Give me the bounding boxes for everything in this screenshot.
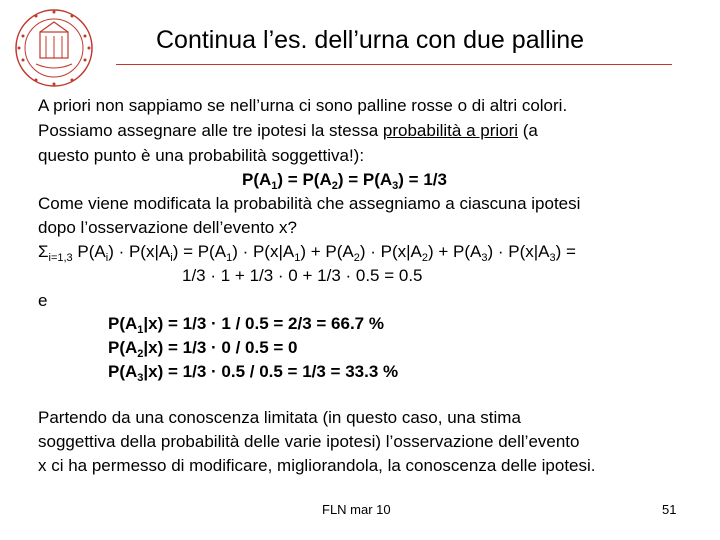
posterior-a1 — [108, 314, 384, 334]
text-line-6: dopo l’osservazione dell’evento x? — [38, 218, 297, 237]
text-line-2-end: (a — [518, 121, 538, 140]
sum-eq-sub: 2 — [421, 252, 428, 264]
total-probability-equation — [38, 242, 576, 262]
posterior-a3 — [108, 362, 398, 382]
posterior-part: P(A — [108, 338, 138, 357]
conclusion-line-1: Partendo da una conoscenza limitata (in questo caso, una stima — [38, 408, 521, 427]
sum-eq-sub: 1 — [294, 252, 301, 264]
slide-title: Continua l’es. dell’urna con due palline — [156, 26, 585, 54]
sum-eq-sub: i=1,3 — [48, 252, 73, 264]
total-probability-result: 1/3 · 1 + 1/3 · 0 + 1/3 · 0.5 = 0.5 — [182, 266, 423, 285]
prior-eq-part: ) = P(A — [337, 170, 393, 189]
text-line-2-start: Possiamo assegnare alle tre ipotesi la stessa — [38, 121, 383, 140]
text-line-3: questo punto è una probabilità soggettiva!): — [38, 146, 365, 165]
title-divider — [116, 64, 672, 65]
emphasized-term: probabilità a priori — [382, 121, 519, 140]
sum-eq-part: ) · P(x|A — [487, 242, 550, 261]
sum-eq-sub: 2 — [353, 252, 360, 264]
footer-label: FLN mar 10 — [322, 502, 391, 517]
sum-eq-part: ) · P(x|A — [359, 242, 422, 261]
text-line-1: A priori non sappiamo se nell’urna ci sono palline rosse o di altri colori. — [38, 96, 568, 115]
prior-eq-sub: 2 — [331, 180, 338, 192]
sum-eq-part: Σ — [38, 242, 49, 261]
sum-eq-part: ) = P(A — [172, 242, 227, 261]
text-line-5: Come viene modificata la probabilità che assegniamo a ciascuna ipotesi — [38, 194, 581, 213]
posterior-sub: 3 — [137, 372, 144, 384]
university-seal-logo — [6, 6, 102, 90]
prior-eq-part: ) = P(A — [277, 170, 332, 189]
posterior-part: P(A — [108, 362, 138, 381]
conclusion-line-3: x ci ha permesso di modificare, migliorandola, la conoscenza delle ipotesi. — [38, 456, 596, 475]
sum-eq-sub: i — [170, 252, 173, 264]
sum-eq-sub: 3 — [549, 252, 556, 264]
posterior-a2 — [108, 338, 297, 358]
posterior-part: P(A — [108, 314, 138, 333]
text-line-2 — [38, 121, 538, 141]
sum-eq-part: P(A — [72, 242, 106, 261]
prior-eq-part: ) = 1/3 — [398, 170, 447, 189]
posterior-sub: 2 — [137, 348, 144, 360]
prior-equation — [242, 170, 447, 190]
prior-eq-sub: 1 — [271, 180, 278, 192]
page-number: 51 — [662, 502, 677, 517]
prior-eq-part: P(A — [242, 170, 272, 189]
posterior-part: |x) = 1/3 · 1 / 0.5 = 2/3 = 66.7 % — [143, 314, 384, 333]
prior-eq-sub: 3 — [392, 180, 399, 192]
sum-eq-part: ) + P(A — [428, 242, 482, 261]
sum-eq-part: ) + P(A — [300, 242, 354, 261]
sum-eq-part: ) = — [555, 242, 576, 261]
posterior-part: |x) = 1/3 · 0 / 0.5 = 0 — [143, 338, 298, 357]
sum-eq-part: ) · P(x|A — [232, 242, 295, 261]
sum-eq-sub: 1 — [226, 252, 233, 264]
sum-eq-sub: i — [105, 252, 109, 264]
posterior-part: |x) = 1/3 · 0.5 / 0.5 = 1/3 = 33.3 % — [143, 362, 399, 381]
posterior-sub: 1 — [137, 324, 144, 336]
sum-eq-part: ) · P(x|A — [108, 242, 171, 261]
sum-eq-sub: 3 — [481, 252, 488, 264]
text-line-e: e — [38, 291, 48, 310]
conclusion-line-2: soggettiva della probabilità delle varie ipotesi) l’osservazione dell’evento — [38, 432, 580, 451]
